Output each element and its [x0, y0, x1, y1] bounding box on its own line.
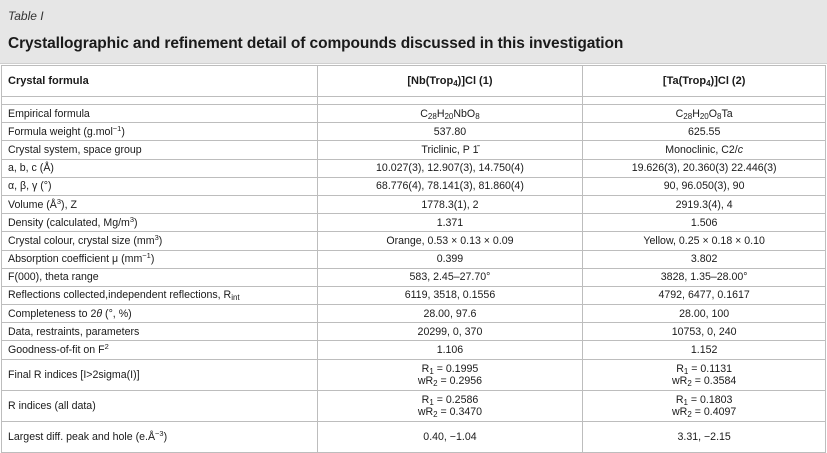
row-label: R indices (all data): [2, 390, 318, 421]
value-compound-2: 10753, 0, 240: [583, 323, 826, 341]
value-compound-2: 90, 96.050(3), 90: [583, 177, 826, 195]
row-label: Volume $(Å^3)$, Z: [2, 195, 318, 213]
value-compound-1: 537.80: [317, 123, 583, 141]
table-row: [2, 214, 826, 232]
row-label: Final R indices [I>2sigma(I)]: [2, 359, 318, 390]
value-compound-1: 10.027(3), 12.907(3), 14.750(4): [317, 159, 583, 177]
value-compound-2: 3828, 1.35–28.00°: [583, 268, 826, 286]
row-label: Empirical formula: [2, 105, 318, 123]
table-row: [2, 305, 826, 323]
row-label: F(000), theta range: [2, 268, 318, 286]
row-label: Density (calculated, $Mg/m^3$): [2, 214, 318, 232]
table-row: [2, 177, 826, 195]
value-compound-2: $C_{28}H_{20}O_8Ta$: [583, 105, 826, 123]
header-crystal-formula: Crystal formula: [2, 66, 318, 97]
value-compound-2: Monoclinic, C2/c: [583, 141, 826, 159]
value-compound-2: 19.626(3), 20.360(3) 22.446(3): [583, 159, 826, 177]
row-label: Reflections collected,independent reflections, $R_{int}$: [2, 286, 318, 304]
table-row: [2, 390, 826, 421]
header-compound-2: [Ta(Trop$_4$)]Cl (2): [583, 66, 826, 97]
row-label: Formula weight (g.mol$^{-1}$): [2, 123, 318, 141]
spacer-row: [2, 97, 826, 105]
row-label: Completeness to 2θ (°, %): [2, 305, 318, 323]
value-compound-1: 1.106: [317, 341, 583, 359]
value-compound-1: $C_{28}H_{20}NbO_8$: [317, 105, 583, 123]
value-compound-1: Triclinic, P 1̄: [317, 141, 583, 159]
table-row: [2, 323, 826, 341]
value-compound-1: $R_1 = 0.2586$ $wR_2 = 0.3470$: [317, 390, 583, 421]
value-compound-1: $R_1 = 0.1995$ $wR_2 = 0.2956$: [317, 359, 583, 390]
table-row: [2, 141, 826, 159]
row-label: Crystal colour, crystal size $(mm^3)$: [2, 232, 318, 250]
value-compound-2: 3.802: [583, 250, 826, 268]
value-compound-1: 68.776(4), 78.141(3), 81.860(4): [317, 177, 583, 195]
row-label: Largest diff. peak and hole $(e.Å^{-3})$: [2, 421, 318, 452]
value-compound-1: Orange, 0.53 × 0.13 × 0.09: [317, 232, 583, 250]
table-row: [2, 159, 826, 177]
crystallographic-table: [1, 65, 826, 453]
row-label: Absorption coefficient μ $(mm^{-1})$: [2, 250, 318, 268]
value-compound-1: 20299, 0, 370: [317, 323, 583, 341]
value-compound-2: 1.152: [583, 341, 826, 359]
table-row: [2, 268, 826, 286]
value-compound-1: 1.371: [317, 214, 583, 232]
table-row: [2, 286, 826, 304]
table-row: [2, 195, 826, 213]
table-row: [2, 105, 826, 123]
value-compound-2: $R_1 = 0.1131$ $wR_2 = 0.3584$: [583, 359, 826, 390]
table-label: Table I: [8, 9, 44, 23]
table-header: [0, 0, 827, 64]
table-row: [2, 421, 826, 452]
row-label: α, β, γ (°): [2, 177, 318, 195]
table-caption: Crystallographic and refinement detail of compounds discussed in this investigation: [8, 35, 624, 52]
table-row: [2, 250, 826, 268]
row-label: a, b, c (Å): [2, 159, 318, 177]
row-label: Data, restraints, parameters: [2, 323, 318, 341]
header-row: [2, 66, 826, 97]
value-compound-2: 625.55: [583, 123, 826, 141]
table-row: [2, 359, 826, 390]
value-compound-2: Yellow, 0.25 × 0.18 × 0.10: [583, 232, 826, 250]
table-row: [2, 232, 826, 250]
value-compound-1: 0.399: [317, 250, 583, 268]
value-compound-2: 3.31, −2.15: [583, 421, 826, 452]
value-compound-1: 28.00, 97.6: [317, 305, 583, 323]
row-label: Crystal system, space group: [2, 141, 318, 159]
value-compound-2: 2919.3(4), 4: [583, 195, 826, 213]
header-compound-1: [Nb(Trop$_4$)]Cl (1): [317, 66, 583, 97]
table-row: [2, 123, 826, 141]
table-row: [2, 341, 826, 359]
value-compound-2: 28.00, 100: [583, 305, 826, 323]
value-compound-2: $R_1 = 0.1803$ $wR_2 = 0.4097$: [583, 390, 826, 421]
row-label: Goodness-of-fit on $F^2$: [2, 341, 318, 359]
value-compound-1: 1778.3(1), 2: [317, 195, 583, 213]
value-compound-1: 6119, 3518, 0.1556: [317, 286, 583, 304]
value-compound-2: 1.506: [583, 214, 826, 232]
value-compound-1: 583, 2.45–27.70°: [317, 268, 583, 286]
value-compound-1: 0.40, −1.04: [317, 421, 583, 452]
value-compound-2: 4792, 6477, 0.1617: [583, 286, 826, 304]
